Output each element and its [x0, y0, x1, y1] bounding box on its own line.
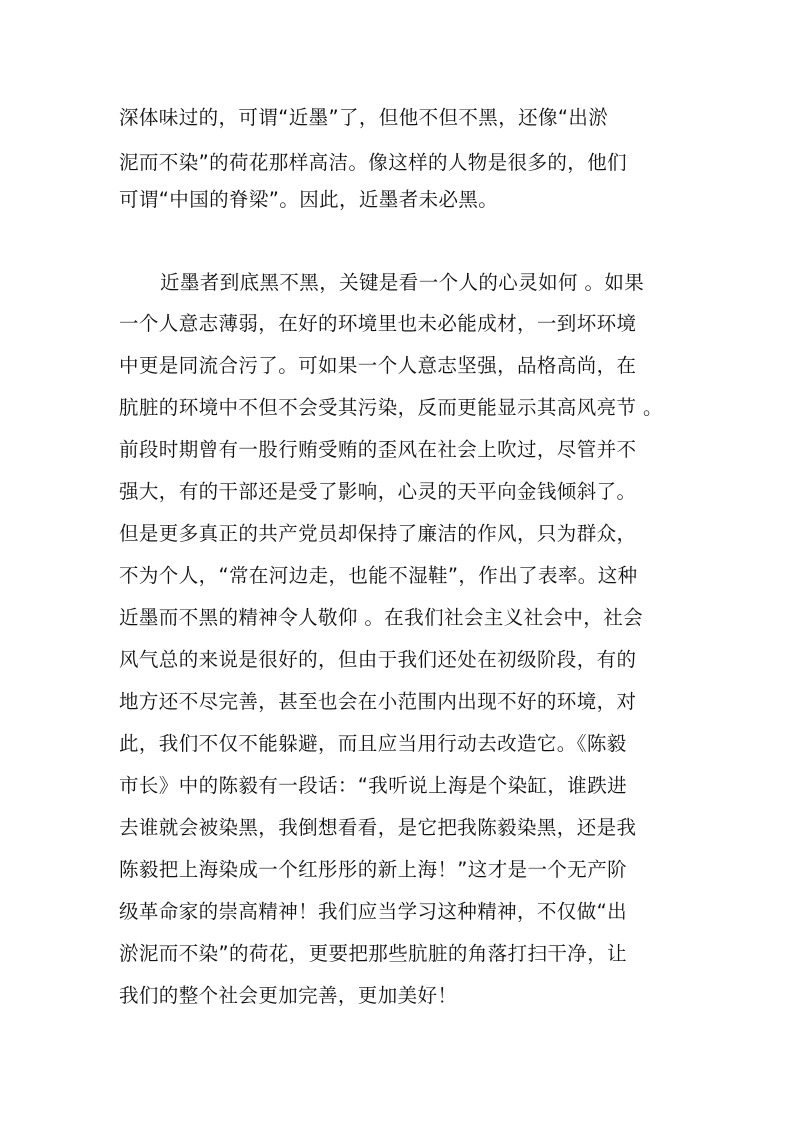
text-line: 中更是同流合污了。可如果一个人意志坚强，品格高尚，在	[119, 354, 637, 377]
text-line: 强大，有的干部还是受了影响，心灵的天平向金钱倾斜了。	[119, 480, 637, 503]
text-line: 我们的整个社会更加完善，更加美好！	[119, 984, 458, 1007]
text-line: 可谓“中国的脊梁”。因此，近墨者未必黑。	[119, 188, 499, 211]
text-line: 泥而不染”的荷花那样高洁。像这样的人物是很多的，他们	[119, 151, 628, 174]
text-line: 但是更多真正的共产党员却保持了廉洁的作风，只为群众，	[119, 522, 637, 545]
text-line: 不为个人，“常在河边走，也能不湿鞋”，作出了表率。这种	[119, 564, 638, 587]
text-line: 地方还不尽完善，甚至也会在小范围内出现不好的环境，对	[119, 690, 637, 713]
text-line: 深体味过的，可谓“近墨”了，但他不但不黑，还像“出淤	[119, 106, 609, 129]
text-line: 淤泥而不染”的荷花，更要把那些肮脏的角落打扫干净，让	[119, 942, 628, 965]
text-line: 陈毅把上海染成一个红彤彤的新上海！”这才是一个无产阶	[119, 858, 628, 881]
text-line: 近墨而不黑的精神令人敬仰 。在我们社会主义社会中，社会	[119, 606, 643, 629]
text-line: 肮脏的环境中不但不会受其污染，反而更能显示其高风亮节 。	[119, 396, 663, 419]
text-line: 市长》中的陈毅有一段话：“我听说上海是个染缸，谁跌进	[119, 774, 628, 797]
text-line: 去谁就会被染黑，我倒想看看，是它把我陈毅染黑，还是我	[119, 816, 637, 839]
text-line: 风气总的来说是很好的，但由于我们还处在初级阶段，有的	[119, 648, 637, 671]
text-line: 一个人意志薄弱，在好的环境里也未必能成材，一到坏环境	[119, 312, 637, 335]
text-line: 此，我们不仅不能躲避，而且应当用行动去改造它。《陈毅	[119, 732, 627, 755]
text-line: 级革命家的崇高精神！我们应当学习这种精神，不仅做“出	[119, 900, 628, 923]
text-line: 前段时期曾有一股行贿受贿的歪风在社会上吹过，尽管并不	[119, 438, 637, 461]
text-line: 近墨者到底黑不黑，关键是看一个人的心灵如何 。如果	[160, 271, 645, 294]
